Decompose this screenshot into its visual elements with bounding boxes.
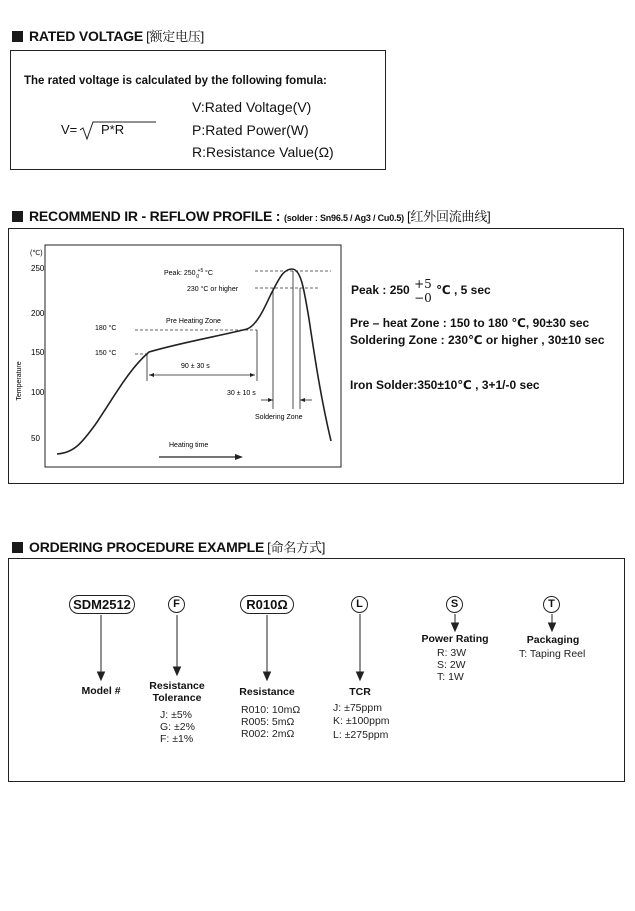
rated-voltage-title: RATED VOLTAGE [额定电压] [12,26,204,45]
ytick-100: 100 [31,388,45,397]
peak-tolerance: +5 −0 [414,277,432,305]
tolerance-label-2: Tolerance [152,692,202,704]
ordering-title: ORDERING PROCEDURE EXAMPLE [命名方式] [12,537,325,556]
reflow-chart [9,229,349,483]
arrowhead-icon [98,672,105,680]
chart-unit: (℃) [30,250,43,257]
tcr-value: K: ±100ppm [333,715,390,727]
tolerance-value: G: ±2% [160,721,195,733]
resistance-value: R005: 5mΩ [241,716,295,728]
solder-time-label: 30 ± 10 s [227,390,256,397]
ordering-box [8,558,625,782]
rated-voltage-box [10,50,386,170]
tolerance-code: F [168,596,185,613]
legend-power: P:Rated Power(W) [192,122,309,138]
tolerance-value: F: ±1% [160,733,194,745]
legend-resistance: R:Resistance Value(Ω) [192,144,334,160]
tcr-value: J: ±75ppm [333,702,382,714]
arrowhead-icon [452,623,459,631]
arrowhead-icon [264,672,271,680]
arrowhead-icon [268,398,273,402]
note-peak: Peak : 250 +5 −0 ℃ , 5 sec [351,277,491,305]
formula-heading: The rated voltage is calculated by the following fomula: [24,75,327,87]
note-iron: Iron Solder:350±10℃ , 3+1/-0 sec [350,378,540,392]
arrowhead-icon [174,667,181,675]
note-preheat: Pre – heat Zone : 150 to 180 ℃, 90±30 sec [350,316,590,330]
reflow-curve [57,269,331,454]
tcr-value: L: ±275ppm [333,729,389,741]
legend-voltage: V:Rated Voltage(V) [192,99,312,115]
power-value: T: 1W [437,671,464,683]
chart-xlabel: Heating time [169,442,209,449]
arrowhead-icon [149,373,154,377]
section-bullet-icon [12,31,23,42]
tcr-code: L [351,596,368,613]
resistance-value: R002: 2mΩ [241,728,295,740]
peak-label: Peak: 250 $^{+5}$ 0 °C [164,268,213,280]
ytick-150: 150 [31,348,45,357]
packaging-value: T: Taping Reel [519,648,586,660]
note-soldering: Soldering Zone : 230℃ or higher , 30±10 sec [350,333,605,347]
model-label: Model # [81,685,121,697]
ytick-250: 250 [31,264,45,273]
arrowhead-icon [250,373,255,377]
resistance-value: R010: 10mΩ [241,704,301,716]
packaging-label: Packaging [526,634,580,646]
formula-radicand: P*R [101,122,125,137]
packaging-code: T [543,596,560,613]
reflow-title: RECOMMEND IR - REFLOW PROFILE : (solder : Sn96.5 / Ag3 / Cu0.5) [红外回流曲线] [12,206,491,225]
power-code: S [446,596,463,613]
ytick-50: 50 [31,434,40,443]
model-code: SDM2512 [69,595,135,614]
arrowhead-icon [300,398,305,402]
ytick-200: 200 [31,309,45,318]
tolerance-value: J: ±5% [160,709,193,721]
section-bullet-icon [12,211,23,222]
section-bullet-icon [12,542,23,553]
soldering-zone-label: Soldering Zone [255,414,303,421]
tcr-label: TCR [349,686,371,698]
power-label: Power Rating [421,633,489,645]
pre-heating-zone-label: Pre Heating Zone [166,318,221,325]
t230-label: 230 °C or higher [187,286,239,293]
resistance-code: R010Ω [240,595,294,614]
arrowhead-icon [549,623,556,631]
tolerance-label-1: Resistance [149,680,205,692]
chart-ylabel: Temperature [16,361,23,401]
arrowhead-icon [235,454,243,460]
t180-label: 180 °C [95,325,117,332]
reflow-box [8,228,624,484]
formula-lhs: V= [61,122,78,137]
plot-frame [45,245,341,467]
preheat-time-label: 90 ± 30 s [181,363,210,370]
t150-label: 150 °C [95,350,117,357]
power-value: R: 3W [437,647,467,659]
resistance-label: Resistance [239,686,295,698]
arrowhead-icon [357,672,364,680]
ordering-arrows [9,559,624,689]
power-value: S: 2W [437,659,466,671]
